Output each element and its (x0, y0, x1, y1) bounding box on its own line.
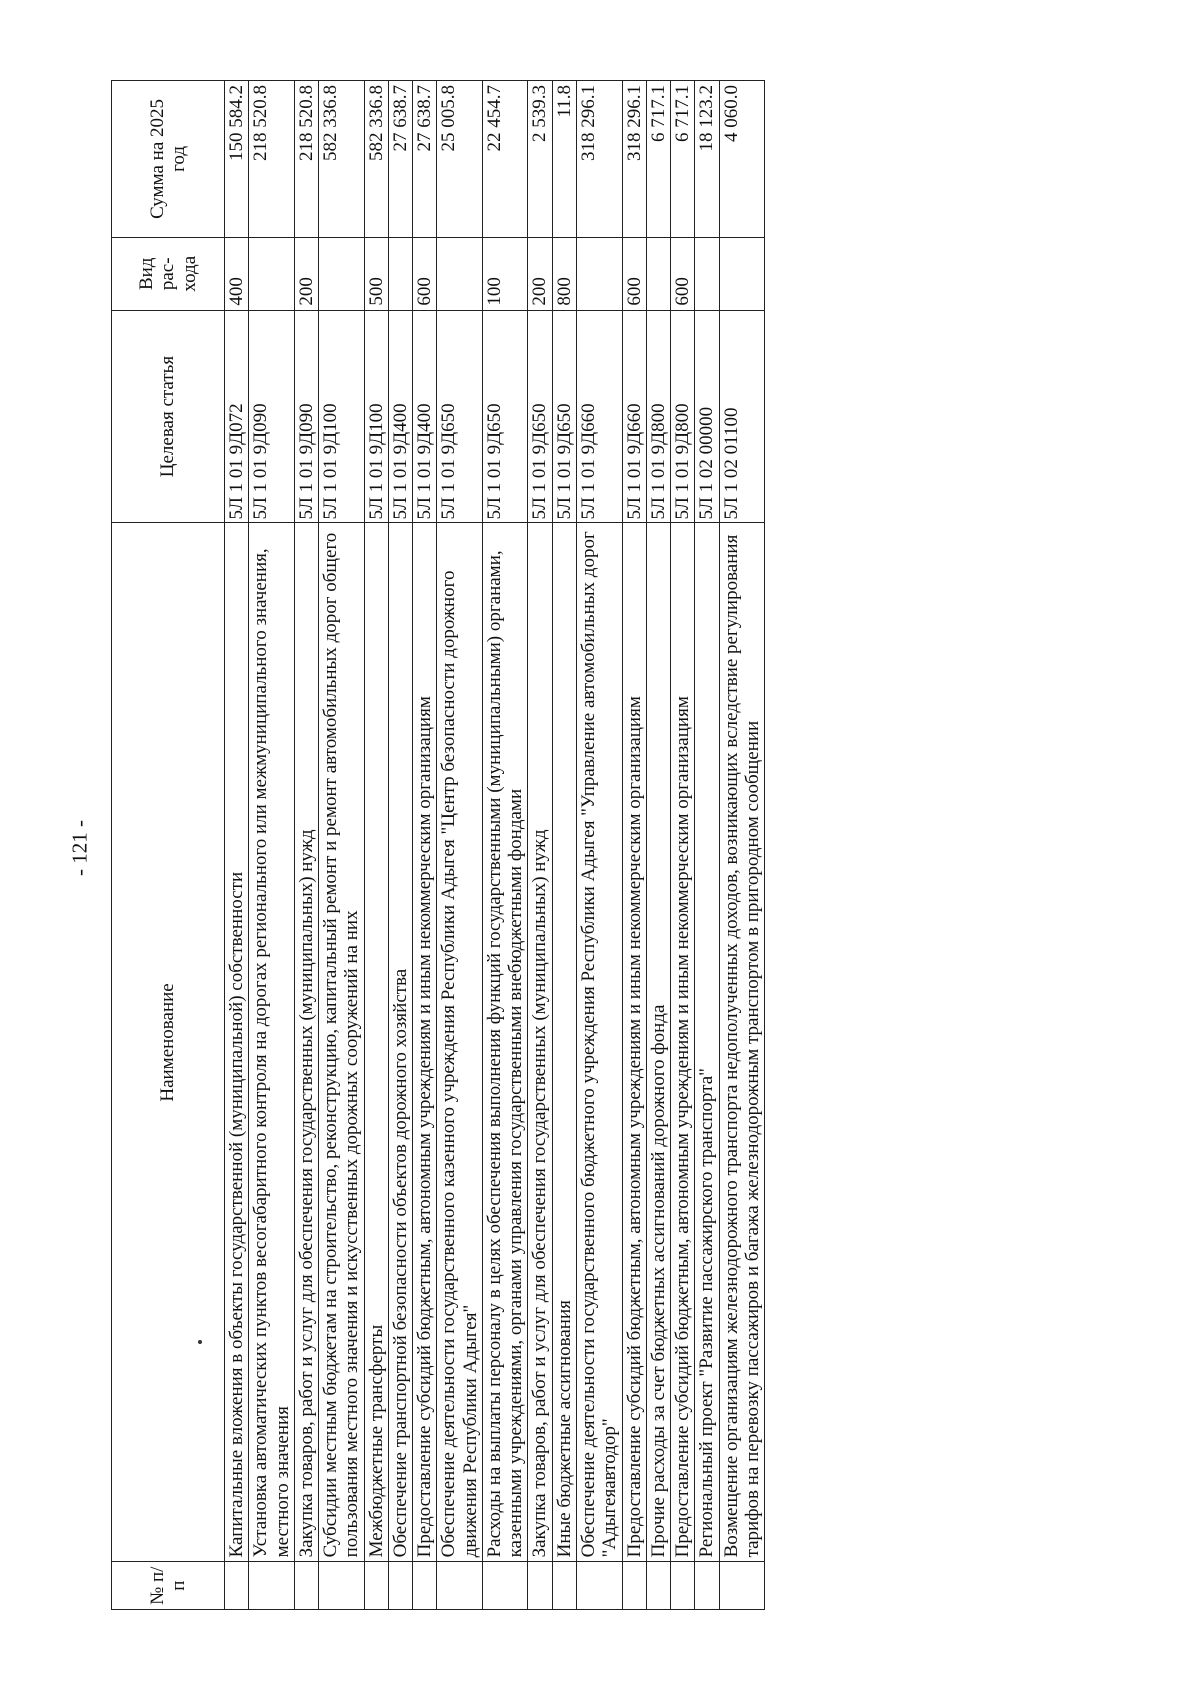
header-num: № п/п (112, 1562, 225, 1610)
table-row (719, 81, 765, 1610)
row-name: Региональный проект "Развитие пассажирского транспорта" (695, 523, 719, 1562)
row-code: 5Л 1 01 9Д800 (646, 310, 670, 523)
row-num (646, 1562, 670, 1610)
row-num (249, 1562, 295, 1610)
row-vid (388, 237, 412, 310)
row-num (294, 1562, 318, 1610)
row-code: 5Л 1 02 01100 (719, 310, 765, 523)
header-sum: Сумма на 2025 год (112, 81, 225, 238)
row-name: Расходы на выплаты персоналу в целях обеспечения выполнения функций государственными (муниципальными) органами, казенными учреждениями, органами управления государственными внебюджетными фондами (482, 523, 528, 1562)
row-name: Закупка товаров, работ и услуг для обеспечения государственных (муниципальных) нужд (294, 523, 318, 1562)
row-sum: 11.8 (552, 81, 576, 238)
row-num (225, 1562, 249, 1610)
row-name: Предоставление субсидий бюджетным, автономным учреждениям и иным некоммерческим организациям (671, 523, 695, 1562)
row-num (528, 1562, 552, 1610)
row-name: Субсидии местным бюджетам на строительство, реконструкцию, капитальный ремонт и ремонт автомобильных дорог общего пользования местного значения и искусственных дорожных сооружений на них (319, 523, 365, 1562)
row-vid (576, 237, 622, 310)
table-row (576, 81, 622, 1610)
row-sum: 6 717.1 (646, 81, 670, 238)
table-row (695, 81, 719, 1610)
row-sum: 218 520.8 (294, 81, 318, 238)
row-num (552, 1562, 576, 1610)
row-sum: 582 336.8 (319, 81, 365, 238)
row-sum: 218 520.8 (249, 81, 295, 238)
table-row (294, 81, 318, 1610)
row-name: Обеспечение транспортной безопасности объектов дорожного хозяйства (388, 523, 412, 1562)
table-row (552, 81, 576, 1610)
row-sum: 27 638.7 (413, 81, 437, 238)
row-vid (319, 237, 365, 310)
page-number: - 121 - (67, 820, 92, 876)
row-num (319, 1562, 365, 1610)
row-code: 5Л 1 01 9Д072 (225, 310, 249, 523)
row-name: Предоставление субсидий бюджетным, автономным учреждениям и иным некоммерческим организациям (622, 523, 646, 1562)
row-num (437, 1562, 483, 1610)
header-code: Целевая статья (112, 310, 225, 523)
row-code: 5Л 1 01 9Д090 (294, 310, 318, 523)
row-code: 5Л 1 01 9Д800 (671, 310, 695, 523)
row-vid: 600 (671, 237, 695, 310)
row-sum: 150 584.2 (225, 81, 249, 238)
table-row (671, 81, 695, 1610)
row-num (364, 1562, 388, 1610)
row-vid (646, 237, 670, 310)
row-name: Прочие расходы за счет бюджетных ассигнований дорожного фонда (646, 523, 670, 1562)
table-row (622, 81, 646, 1610)
row-name: Закупка товаров, работ и услуг для обеспечения государственных (муниципальных) нужд (528, 523, 552, 1562)
row-sum: 582 336.8 (364, 81, 388, 238)
rotated-table-container (111, 80, 1119, 1610)
row-name: Капитальные вложения в объекты государственной (муниципальной) собственности (225, 523, 249, 1562)
row-code: 5Л 1 01 9Д400 (413, 310, 437, 523)
row-sum: 6 717.1 (671, 81, 695, 238)
row-num (388, 1562, 412, 1610)
row-code: 5Л 1 01 9Д400 (388, 310, 412, 523)
row-code: 5Л 1 01 9Д090 (249, 310, 295, 523)
table-header-row (112, 81, 225, 1610)
header-name: Наименование (112, 523, 225, 1562)
row-sum: 22 454.7 (482, 81, 528, 238)
table-row (225, 81, 249, 1610)
row-name: Обеспечение деятельности государственного казенного учреждения Республики Адыгея "Центр безопасности дорожного движения Республики Адыгея" (437, 523, 483, 1562)
table-row (528, 81, 552, 1610)
row-num (482, 1562, 528, 1610)
row-vid: 200 (528, 237, 552, 310)
row-code: 5Л 1 01 9Д650 (528, 310, 552, 523)
row-vid: 200 (294, 237, 318, 310)
row-name: Иные бюджетные ассигнования (552, 523, 576, 1562)
row-sum: 318 296.1 (576, 81, 622, 238)
row-vid: 400 (225, 237, 249, 310)
row-vid: 100 (482, 237, 528, 310)
row-sum: 18 123.2 (695, 81, 719, 238)
row-sum: 2 539.3 (528, 81, 552, 238)
row-code: 5Л 1 01 9Д100 (364, 310, 388, 523)
row-vid: 600 (622, 237, 646, 310)
row-vid (437, 237, 483, 310)
row-vid (695, 237, 719, 310)
budget-table (111, 80, 765, 1610)
row-num (576, 1562, 622, 1610)
row-name: Предоставление субсидий бюджетным, автономным учреждениям и иным некоммерческим организациям (413, 523, 437, 1562)
table-row (413, 81, 437, 1610)
row-vid: 500 (364, 237, 388, 310)
row-code: 5Л 1 01 9Д100 (319, 310, 365, 523)
row-code: 5Л 1 01 9Д660 (622, 310, 646, 523)
row-sum: 318 296.1 (622, 81, 646, 238)
row-vid: 800 (552, 237, 576, 310)
table-row (249, 81, 295, 1610)
row-code: 5Л 1 01 9Д650 (482, 310, 528, 523)
row-vid (249, 237, 295, 310)
row-name: Возмещение организациям железнодорожного транспорта недополученных доходов, возникающих вследствие регулирования тарифов на перевозку пассажиров и багажа железнодорожным транспортом в пригородном сообщении (719, 523, 765, 1562)
row-sum: 27 638.7 (388, 81, 412, 238)
row-name: Установка автоматических пунктов весогабаритного контроля на дорогах регионального или межмуниципального значения, местного значения (249, 523, 295, 1562)
row-name: Обеспечение деятельности государственного бюджетного учреждения Республики Адыгея "Управление автомобильных дорог "Адыгеяавтодор" (576, 523, 622, 1562)
row-code: 5Л 1 01 9Д660 (576, 310, 622, 523)
table-row (437, 81, 483, 1610)
table-row (319, 81, 365, 1610)
table-row (482, 81, 528, 1610)
row-name: Межбюджетные трансферты (364, 523, 388, 1562)
row-code: 5Л 1 01 9Д650 (552, 310, 576, 523)
row-vid: 600 (413, 237, 437, 310)
row-code: 5Л 1 02 00000 (695, 310, 719, 523)
row-num (622, 1562, 646, 1610)
row-num (719, 1562, 765, 1610)
row-num (695, 1562, 719, 1610)
row-num (413, 1562, 437, 1610)
row-num (671, 1562, 695, 1610)
table-row (646, 81, 670, 1610)
header-vid: Вид рас-хода (112, 237, 225, 310)
table-row (388, 81, 412, 1610)
row-sum: 25 005.8 (437, 81, 483, 238)
table-row (364, 81, 388, 1610)
row-vid (719, 237, 765, 310)
row-code: 5Л 1 01 9Д650 (437, 310, 483, 523)
row-sum: 4 060.0 (719, 81, 765, 238)
